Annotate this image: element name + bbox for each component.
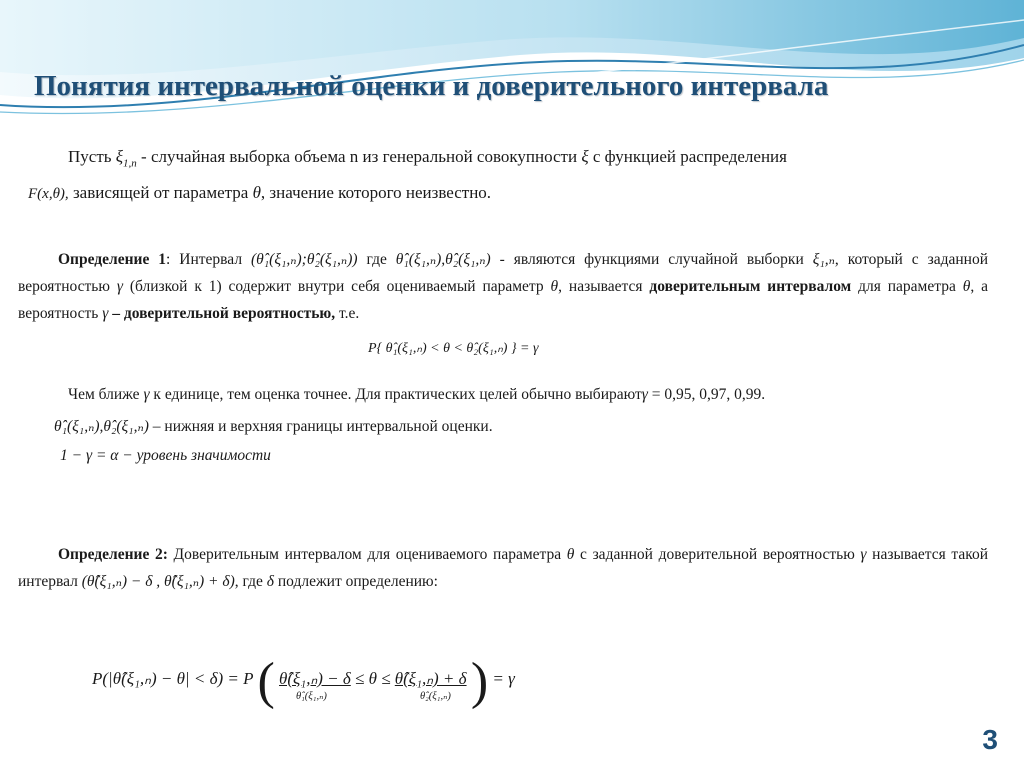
intro-text: Пусть	[68, 147, 112, 166]
bounds-expression: θ̂₁(ξ₁,ₙ),θ̂₂(ξ₁,ₙ)	[54, 418, 149, 435]
note-text: Чем ближе	[68, 386, 140, 403]
header-waves-decoration	[0, 0, 1024, 130]
def-text: с заданной доверительной вероятностью	[580, 546, 855, 563]
intro-text: с функцией распределения	[592, 147, 787, 166]
interval-expression: (θ̂(ξ₁,ₙ) − δ , θ̂(ξ₁,ₙ) + δ)	[81, 573, 235, 590]
underbrace-label-lower: θ̂₁(ξ₁,ₙ)	[296, 691, 327, 702]
formula-mid: ≤ θ ≤	[355, 669, 391, 688]
page-number: 3	[982, 724, 998, 755]
gamma-note	[68, 386, 765, 404]
bounds-text: – нижняя и верхняя границы интервальной оценки.	[152, 418, 493, 435]
def-text: : Интервал	[166, 251, 243, 268]
gamma-symbol: γ	[102, 305, 109, 322]
def-text: , где	[234, 573, 263, 590]
delta-formula	[92, 652, 515, 711]
right-paren: )	[470, 653, 489, 710]
gamma-symbol: γ	[641, 386, 648, 403]
dash: –	[112, 305, 120, 322]
distribution-function: F(x,θ),	[28, 186, 69, 203]
theta-symbol: θ	[550, 278, 559, 295]
def-text: Доверительным интервалом для оцениваемого параметра	[173, 546, 562, 563]
formula-left: P(|θ̂(ξ₁,ₙ) − θ| < δ) = P	[92, 669, 254, 688]
confidence-probability-formula: P{ θ̂₁(ξ₁,ₙ) < θ < θ̂₂(ξ₁,ₙ) } = γ	[368, 341, 539, 356]
theta-symbol: θ	[962, 278, 971, 295]
gamma-symbol: γ	[860, 546, 867, 563]
xi-subscript: 1,n	[123, 157, 137, 170]
def-text: т.е.	[339, 305, 360, 322]
def-text: где	[366, 251, 387, 268]
def-text: - являются функциями случайной выборки	[499, 251, 804, 268]
formula-right: = γ	[492, 669, 515, 688]
term-confidence-probability: доверительной вероятностью,	[123, 305, 336, 322]
underbrace-label-upper: θ̂₂(ξ₁,ₙ)	[420, 691, 451, 702]
def-text: , а вероятность	[18, 278, 988, 322]
estimator-functions: θ̂₁(ξ₁,ₙ),θ̂₂(ξ₁,ₙ)	[395, 251, 491, 268]
intro-line-1	[28, 142, 1008, 178]
left-paren: (	[257, 653, 275, 710]
definition-2	[18, 541, 988, 595]
gamma-symbol: γ	[143, 386, 150, 403]
xi-sample: ξ₁,ₙ	[812, 251, 835, 268]
def-text: (близкой к 1) содержит внутри себя оцениваемый параметр	[129, 278, 544, 295]
definition-1	[18, 246, 988, 327]
slide-title: Понятия интервальной оценки и доверительного интервала	[34, 70, 829, 102]
def-text: называется такой интервал	[18, 546, 988, 590]
gamma-values: = 0,95, 0,97, 0,99.	[651, 386, 766, 403]
interval-expression: (θ̂₁(ξ₁,ₙ);θ̂₂(ξ₁,ₙ))	[251, 251, 358, 268]
intro-text: , значение которого неизвестно.	[260, 183, 492, 203]
xi-symbol: ξ	[581, 147, 589, 166]
intro-paragraph	[28, 142, 1008, 209]
theta-symbol: θ	[252, 183, 261, 203]
significance-level: 1 − γ = α − уровень значимости	[60, 447, 271, 464]
formula-upper: θ̂(ξ₁,ₙ) + δ	[394, 669, 467, 688]
theta-symbol: θ	[566, 546, 575, 563]
def-text: , называется	[558, 278, 643, 295]
def-text: для параметра	[858, 278, 956, 295]
intro-line-2	[28, 178, 1008, 209]
def-text: подлежит определению:	[277, 573, 438, 590]
term-confidence-interval: доверительным интервалом	[649, 278, 852, 295]
formula-lower: θ̂(ξ₁,ₙ) − δ	[279, 669, 351, 688]
definition-2-label: Определение 2:	[58, 546, 168, 563]
definition-1-label: Определение 1	[58, 251, 167, 268]
delta-symbol: δ	[266, 573, 274, 590]
note-text: к единице, тем оценка точнее. Для практических целей обычно выбирают	[153, 386, 642, 403]
def-text: , который с заданной вероятностью	[18, 251, 988, 295]
xi-symbol: ξ	[115, 147, 124, 166]
gamma-symbol: γ	[116, 278, 123, 295]
bounds-note	[54, 417, 493, 436]
intro-text: зависящей от параметра	[72, 183, 249, 203]
intro-text: - случайная выборка объема n из генеральной совокупности	[141, 147, 578, 166]
